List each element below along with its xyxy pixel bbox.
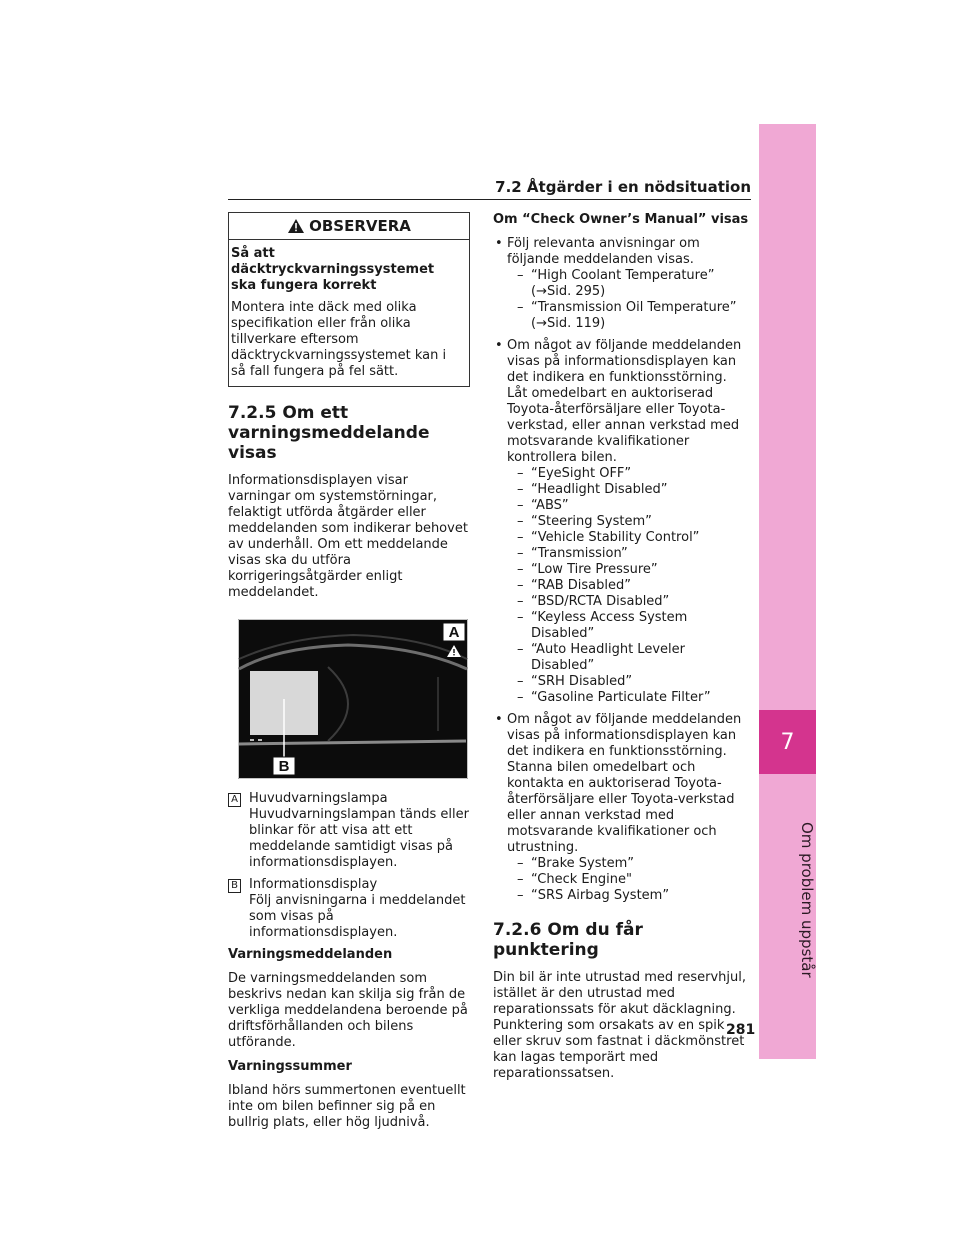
bullet-text: Om något av följande meddelanden visas på informationsdisplayen kan det indikera en funktionsstörning. Låt omedelbart en auktoriserad Toyota-återförsäljare eller Toyota-verkstad, eller annan verkstad med motsvarande kvalifikationer kontrollera bilen. [507,338,742,465]
message-item: – “Brake System” [517,856,751,872]
message-item: – “Check Engine" [517,872,751,888]
chapter-number: 7 [759,710,816,774]
message-item: – “Vehicle Stability Control” [517,530,751,546]
subheading-varningssummer: Varningssummer [228,1059,352,1074]
message-item: – “RAB Disabled” [517,578,751,594]
chapter-title: Om problem uppstår [798,822,816,978]
running-head: 7.2 Åtgärder i en nödsituation [495,178,751,196]
message-item: – “Steering System” [517,514,751,530]
message-item: – “Auto Headlight Leveler Disabled” [517,642,751,674]
callout-tag: B [228,879,241,893]
bullet-item [493,712,751,904]
right-column [493,212,751,1090]
message-item: – “Transmission Oil Temperature” (→Sid. 119) [517,300,751,332]
message-item: – “Low Tire Pressure” [517,562,751,578]
section-heading-725: 7.2.5 Om ett varningsmeddelande visas [228,403,430,463]
paragraph-varningssummer: Ibland hörs summertonen eventuellt inte om bilen befinner sig på en bullrig plats, eller hög ljudnivå. [228,1083,466,1130]
message-item: – “SRH Disabled” [517,674,751,690]
message-list [507,856,751,904]
figure-label-a: A [448,624,460,641]
message-item: – “Keyless Access System Disabled” [517,610,751,642]
callout-text: Följ anvisningarna i meddelandet som visas på informationsdisplayen. [249,893,466,940]
message-item: – “EyeSight OFF” [517,466,751,482]
callout-tag: A [228,793,241,807]
bullet-item [493,338,751,706]
callout-a [228,791,470,871]
left-column [228,212,470,1139]
observera-box [228,212,470,387]
instrument-cluster-figure [238,619,468,779]
instrument-cluster-image [238,619,468,779]
observera-title: Så att däcktryckvarningssystemet ska fungera korrekt [231,246,435,293]
message-item: – “ABS” [517,498,751,514]
check-owner-list [493,236,751,904]
callout-title: Huvudvarningslampa [249,791,388,806]
subheading-varningsmeddelanden: Varningsmeddelanden [228,947,393,962]
header-rule [228,199,751,200]
message-item: – “Gasoline Particulate Filter” [517,690,751,706]
warning-icon [287,218,305,234]
callout-title: Informationsdisplay [249,877,378,892]
bullet-item [493,236,751,332]
section-heading-726: 7.2.6 Om du får punktering [493,920,643,960]
message-item: – “Headlight Disabled” [517,482,751,498]
page-number: 281 [726,1022,756,1038]
observera-label: OBSERVERA [309,217,411,235]
paragraph-varningsmeddelanden: De varningsmeddelanden som beskrivs nedan kan skilja sig från de verkliga meddelandena beroende på driftsförhållanden och bilens utförande. [228,971,468,1050]
observera-header [229,213,469,240]
message-item: – “SRS Airbag System” [517,888,751,904]
message-list [507,268,751,332]
bullet-text: Om något av följande meddelanden visas på informationsdisplayen kan det indikera en funktionsstörning. Stanna bilen omedelbart och kontakta en auktoriserad Toyota-återförsäljare eller Toyota-verkstad eller annan verkstad med motsvarande kvalifikationer och utrustning. [507,712,742,855]
callout-text: Huvudvarningslampan tänds eller blinkar för att visa att ett meddelande samtidigt visas på informationsdisplayen. [249,807,469,870]
bullet-text: Följ relevanta anvisningar om följande meddelanden visas. [507,236,700,267]
message-item: – “BSD/RCTA Disabled” [517,594,751,610]
callout-b [228,877,470,941]
check-owner-heading: Om “Check Owner’s Manual” visas [493,212,749,227]
message-list [507,466,751,706]
observera-body: Montera inte däck med olika specifikation eller från olika tillverkare eftersom däcktryckvarningssystemet kan i så fall fungera på fel sätt. [231,300,447,379]
section-726-text: Din bil är inte utrustad med reservhjul, istället är den utrustad med reparationssats för akut däcklagning. Punktering som orsakats av en spik eller skruv som fastnat i däckmönstret kan lagas temporärt med reparationssatsen. [493,970,747,1081]
message-item: – “Transmission” [517,546,751,562]
section-725-intro: Informationsdisplayen visar varningar om systemstörningar, felaktigt utförda åtgärder eller meddelanden som indikerar behovet av underhåll. Om ett meddelande visas ska du utföra korrigeringsåtgärder enligt meddelandet. [228,473,468,600]
figure-label-b: B [278,758,290,775]
message-item: – “High Coolant Temperature” (→Sid. 295) [517,268,751,300]
